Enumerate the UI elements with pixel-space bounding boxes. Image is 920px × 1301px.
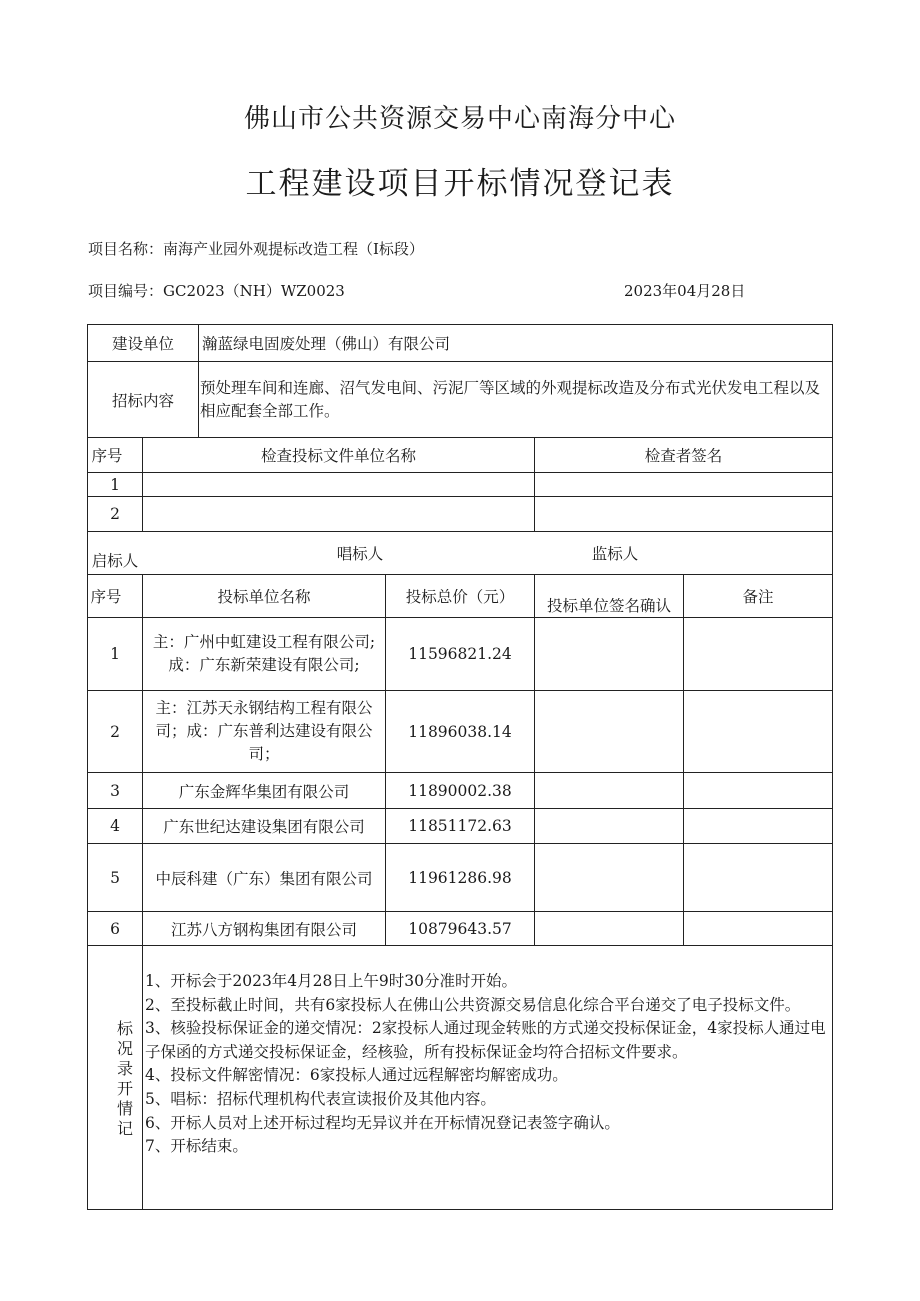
check-col-sign: 检查者签名 (644, 447, 723, 465)
bid-row-no: 5 (110, 868, 120, 887)
record-label-char: 况 (116, 1039, 133, 1058)
record-item: 1、开标会于2023年4月28日上午9时30分准时开始。 (145, 972, 517, 990)
builder-label: 建设单位 (111, 335, 174, 353)
record-item: 4、投标文件解密情况：6家投标人通过远程解密均解密成功。 (145, 1066, 568, 1085)
opener-label: 启标人 (91, 552, 139, 570)
bid-row-price: 11890002.38 (408, 781, 512, 800)
bid-row-price: 11596821.24 (408, 645, 512, 663)
form-title: 工程建设项目开标情况登记表 (245, 166, 675, 202)
project-number: 项目编号：GC2023（NH）WZ0023 (88, 282, 345, 300)
bid-col-confirm: 投标单位签名确认 (546, 596, 671, 615)
scope-value: 预处理车间和连廊、沼气发电间、污泥厂等区域的外观提标改造及分布式光伏发电工程以及相应配套全部工作。 (200, 378, 821, 420)
bid-col-remark: 备注 (742, 588, 774, 606)
bid-col-bidder: 投标单位名称 (217, 588, 311, 606)
check-col-no: 序号 (91, 447, 123, 465)
record-item: 7、开标结束。 (145, 1137, 248, 1156)
record-item: 5、唱标：招标代理机构代表宣读报价及其他内容。 (145, 1089, 496, 1108)
project-name: 项目名称：南海产业园外观提标改造工程（I标段） (88, 240, 424, 258)
check-row-number: 2 (110, 505, 120, 523)
record-label-char: 标 (116, 1019, 133, 1038)
bid-row-price: 11851172.63 (408, 817, 512, 835)
org-title: 佛山市公共资源交易中心南海分中心 (243, 104, 676, 134)
bid-col-no: 序号 (90, 588, 122, 606)
reader-label: 唱标人 (336, 545, 384, 563)
bid-row-no: 4 (110, 817, 120, 835)
register-date: 2023年04月28日 (624, 282, 746, 300)
bid-row-bidder: 江苏八方钢构集团有限公司 (170, 920, 357, 939)
bid-row-no: 1 (110, 645, 120, 663)
bid-row-price: 10879643.57 (408, 919, 512, 938)
bid-row-no: 2 (110, 722, 120, 741)
record-item: 6、开标人员对上述开标过程均无异议并在开标情况登记表签字确认。 (145, 1113, 620, 1132)
bid-row-bidder: 主：广州中虹建设工程有限公司;成：广东新荣建设有限公司; (152, 633, 376, 674)
scope-label: 招标内容 (111, 391, 174, 410)
record-notes (145, 970, 833, 1159)
bid-row-no: 6 (110, 919, 120, 938)
check-row-number: 1 (110, 475, 120, 494)
bid-row-bidder: 中辰科建（广东）集团有限公司 (155, 869, 373, 888)
bid-row-bidder: 广东世纪达建设集团有限公司 (163, 818, 365, 836)
record-label-char: 录 (116, 1059, 133, 1078)
bid-row-bidder: 广东金辉华集团有限公司 (178, 782, 350, 801)
bid-row-price: 11896038.14 (408, 722, 512, 741)
bid-row-bidder: 主：江苏天永钢结构工程有限公司；成：广东普利达建设有限公司； (155, 699, 373, 763)
builder-value: 瀚蓝绿电固废处理（佛山）有限公司 (202, 335, 451, 353)
record-item: 2、至投标截止时间，共有6家投标人在佛山公共资源交易信息化综合平台递交了电子投标文件。 (145, 995, 801, 1014)
check-col-unit: 检查投标文件单位名称 (260, 447, 416, 465)
record-label-char: 记 (116, 1119, 133, 1138)
bid-row-no: 3 (110, 781, 120, 800)
record-label-char: 开 (116, 1079, 133, 1098)
record-item: 3、核验投标保证金的递交情况：2家投标人通过现金转账的方式递交投标保证金，4家投标人通过电子保函的方式递交投标保证金，经核验，所有投标保证金均符合招标文件要求。 (145, 1019, 826, 1061)
supervisor-label: 监标人 (591, 545, 639, 563)
bid-col-price: 投标总价（元） (405, 588, 515, 606)
record-label-char: 情 (116, 1099, 133, 1118)
bid-row-price: 11961286.98 (408, 868, 512, 887)
